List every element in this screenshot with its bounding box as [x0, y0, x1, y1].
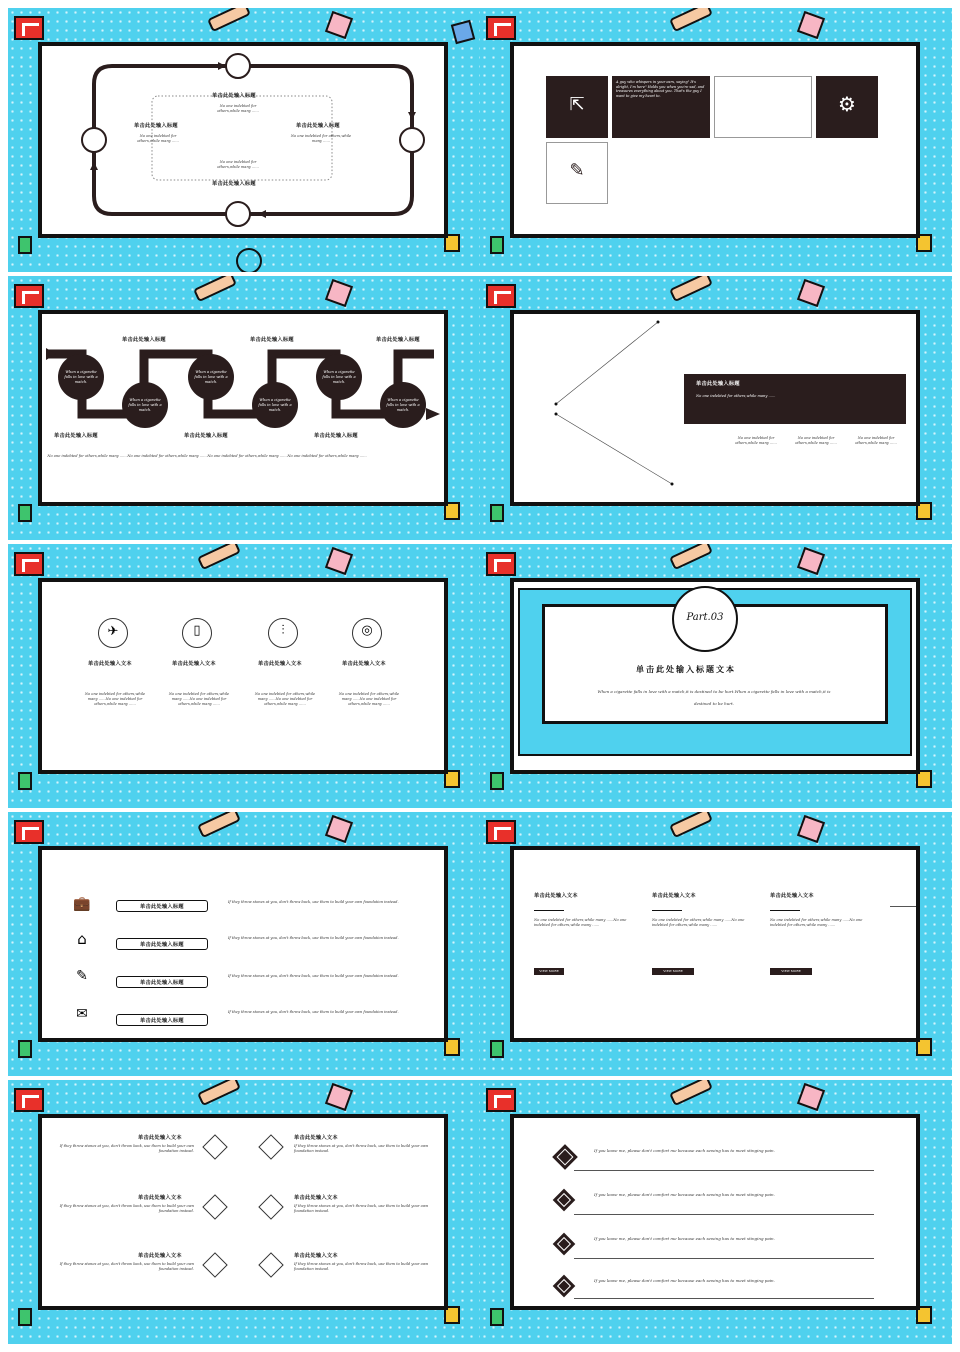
decor-bar — [197, 812, 241, 838]
circle-text: When a cigarette falls in love with a match. — [64, 370, 98, 384]
feature-title: 单击此处输入文本 — [342, 661, 386, 667]
slide-2 — [480, 8, 952, 272]
decor-bar — [669, 1080, 713, 1106]
red-five-logo — [486, 284, 516, 308]
pill-title: 单击此处输入标题 — [140, 904, 184, 910]
slide-4 — [480, 276, 952, 540]
diamond-marker — [202, 1194, 227, 1219]
pencil-icon: ✎ — [76, 968, 88, 984]
decor-cube-blue — [451, 20, 475, 44]
column-title: 单击此处输入文本 — [534, 893, 578, 899]
decor-cube — [797, 11, 825, 39]
view-more-label: VIEW MORE — [781, 969, 801, 973]
body-desc: No one indebted for others,while many ...... — [795, 436, 837, 445]
timeline-title: 单击此处输入标题 — [250, 337, 294, 343]
decor-bar — [197, 544, 241, 570]
item-desc: If they throw stones at you, don't throw back, use them to build your own foundation instead. — [228, 900, 399, 904]
decor-cube — [325, 11, 353, 39]
item-title: 单击此处输入文本 — [294, 1253, 338, 1259]
slide-frame — [510, 578, 920, 774]
body-desc: No one indebted for others,while many ...... — [735, 436, 777, 445]
decor-bar — [193, 276, 237, 302]
item-title: 单击此处输入文本 — [294, 1195, 338, 1201]
item-desc: If they throw stones at you, don't throw back, use them to build your own foundation instead. — [59, 1204, 194, 1213]
item-desc: If they throw stones at you, don't throw back, use them to build your own foundation instead. — [228, 974, 399, 978]
item-title: 单击此处输入文本 — [138, 1253, 182, 1259]
timeline-title: 单击此处输入标题 — [184, 433, 228, 439]
title-underline — [534, 910, 564, 911]
flow-title-right: 单击此处输入标题 — [296, 123, 340, 129]
list-line: If you leave me, please don't comfort me because each sewing has to meet stinging pain. — [594, 1278, 775, 1283]
edit-icon: ✎ — [569, 160, 585, 181]
timeline-title: 单击此处输入标题 — [54, 433, 98, 439]
decor-bar — [669, 276, 713, 302]
decor-bar — [669, 8, 713, 32]
timeline-desc: No one indebted for others,while many ...... — [207, 454, 287, 458]
decor-box — [18, 504, 32, 522]
item-desc: If they throw stones at you, don't throw back, use them to build your own foundation instead. — [294, 1144, 429, 1153]
diamond-marker — [258, 1252, 283, 1277]
diamond-marker — [202, 1252, 227, 1277]
paper-plane-icon: ✈ — [107, 624, 119, 639]
circle-text: When a cigarette falls in love with a match. — [128, 398, 162, 412]
item-title: 单击此处输入文本 — [294, 1135, 338, 1141]
column-title: 单击此处输入文本 — [770, 893, 814, 899]
slide-1 — [8, 8, 480, 272]
section-desc: When a cigarette falls in love with a match,it is destined to be hurt.When a cigarette falls in love with a match,it is destined to be hurt. — [597, 689, 831, 706]
share-icon: ⇱ — [569, 94, 585, 115]
slide-frame — [510, 42, 920, 238]
decor-box — [490, 772, 504, 790]
item-title: 单击此处输入文本 — [138, 1135, 182, 1141]
item-title: 单击此处输入文本 — [138, 1195, 182, 1201]
body-desc: No one indebted for others,while many ...... — [855, 436, 897, 445]
slide-10 — [480, 1080, 952, 1344]
list-line: If you leave me, please don't comfort me because each sewing has to meet stinging pain. — [594, 1148, 775, 1153]
circle-text: When a cigarette falls in love with a match. — [194, 370, 228, 384]
view-more-label: VIEW MORE — [539, 969, 559, 973]
decor-cube — [797, 279, 825, 307]
view-more-label: VIEW MORE — [663, 969, 683, 973]
slide-frame — [510, 310, 920, 506]
title-underline — [770, 910, 800, 911]
slide-frame — [510, 846, 920, 1042]
item-desc: If they throw stones at you, don't throw back, use them to build your own foundation instead. — [228, 1010, 399, 1014]
decor-bar — [669, 544, 713, 570]
banner-title: 单击此处输入标题 — [696, 381, 740, 387]
item-desc: If they throw stones at you, don't throw back, use them to build your own foundation instead. — [59, 1262, 194, 1271]
slide-frame — [38, 1114, 448, 1310]
flow-desc-bottom: No one indebted for others,while many ...... — [217, 160, 259, 169]
sliders-icon: ⫶ — [281, 623, 285, 638]
pill-title: 单击此处输入标题 — [140, 942, 184, 948]
decor-box — [490, 236, 504, 254]
timeline-desc: No one indebted for others,while many ...... — [287, 454, 367, 458]
feature-title: 单击此处输入文本 — [88, 661, 132, 667]
list-diamond — [552, 1144, 577, 1169]
flow-desc-left: No one indebted for others,while many ...... — [137, 134, 179, 143]
decor-box — [18, 772, 32, 790]
flow-title-left: 单击此处输入标题 — [134, 123, 178, 129]
title-underline — [652, 910, 682, 911]
gear-icon: ⚙ — [838, 92, 856, 116]
list-rule — [574, 1170, 874, 1171]
timeline-desc: No one indebted for others,while many ...... — [127, 454, 207, 458]
red-five-logo — [14, 284, 44, 308]
flow-desc-top: No one indebted for others,while many ...... — [217, 104, 259, 113]
feature-desc: No one indebted for others,while many ......No one indebted for others,while many ...... — [84, 692, 146, 706]
decor-bar — [207, 8, 251, 32]
decor-box — [490, 1040, 504, 1058]
pill-title: 单击此处输入标题 — [140, 980, 184, 986]
red-five-logo — [486, 820, 516, 844]
pill-title: 单击此处输入标题 — [140, 1018, 184, 1024]
slide-9 — [8, 1080, 480, 1344]
feature-title: 单击此处输入文本 — [172, 661, 216, 667]
item-desc: If they throw stones at you, don't throw back, use them to build your own foundation instead. — [294, 1204, 429, 1213]
decor-box — [490, 1308, 504, 1326]
list-line: If you leave me, please don't comfort me because each sewing has to meet stinging pain. — [594, 1236, 775, 1241]
slide-frame — [38, 310, 448, 506]
slide-3 — [8, 276, 480, 540]
briefcase-icon: 💼 — [73, 896, 91, 912]
list-diamond — [553, 1233, 576, 1256]
list-line: If you leave me, please don't comfort me because each sewing has to meet stinging pain. — [594, 1192, 775, 1197]
slide-8 — [480, 812, 952, 1076]
slide-5 — [8, 544, 480, 808]
red-five-logo — [14, 820, 44, 844]
phone-icon: ▯ — [193, 623, 201, 638]
part-label: Part.03 — [686, 612, 724, 623]
envelope-icon: ✉ — [76, 1006, 88, 1022]
home-icon: ⌂ — [77, 930, 87, 948]
decor-cube — [325, 815, 353, 843]
feature-title: 单击此处输入文本 — [258, 661, 302, 667]
circle-text: When a cigarette falls in love with a match. — [258, 398, 292, 412]
decor-cube — [325, 547, 353, 575]
column-desc: No one indebted for others,while many ......No one indebted for others,while many ...... — [770, 918, 863, 927]
decor-bar — [197, 1080, 241, 1106]
column-title: 单击此处输入文本 — [652, 893, 696, 899]
red-five-logo — [486, 16, 516, 40]
edge-line — [890, 906, 916, 907]
item-desc: If they throw stones at you, don't throw back, use them to build your own foundation instead. — [294, 1262, 429, 1271]
red-five-logo — [486, 552, 516, 576]
list-rule — [574, 1258, 874, 1259]
slide-frame — [510, 1114, 920, 1310]
list-rule — [574, 1214, 874, 1215]
slide-frame — [38, 578, 448, 774]
circle-text: When a cigarette falls in love with a match. — [386, 398, 420, 412]
feature-desc: No one indebted for others,while many ......No one indebted for others,while many ...... — [338, 692, 400, 706]
timeline-desc: No one indebted for others,while many ...... — [47, 454, 127, 458]
red-five-logo — [14, 1088, 44, 1112]
decor-cube — [797, 547, 825, 575]
list-diamond — [553, 1275, 576, 1298]
slide-frame — [38, 42, 448, 238]
column-desc: No one indebted for others,while many ......No one indebted for others,while many ...... — [652, 918, 745, 927]
red-five-logo — [486, 1088, 516, 1112]
column-desc: No one indebted for others,while many ......No one indebted for others,while many ...... — [534, 918, 627, 927]
decor-box — [18, 1040, 32, 1058]
diamond-marker — [202, 1134, 227, 1159]
diamond-marker — [258, 1194, 283, 1219]
decor-cube — [325, 1083, 353, 1111]
item-desc: If they throw stones at you, don't throw back, use them to build your own foundation instead. — [59, 1144, 194, 1153]
timeline-title: 单击此处输入标题 — [314, 433, 358, 439]
blank-tile — [714, 76, 812, 138]
decor-cube — [797, 1083, 825, 1111]
flow-desc-right: No one indebted for others,while many ...... — [290, 134, 352, 143]
diamond-marker — [258, 1134, 283, 1159]
decor-bar — [669, 812, 713, 838]
feature-desc: No one indebted for others,while many ......No one indebted for others,while many ...... — [254, 692, 316, 706]
decor-box — [18, 236, 32, 254]
flow-title-bottom: 单击此处输入标题 — [212, 181, 256, 187]
red-five-logo — [14, 552, 44, 576]
item-desc: If they throw stones at you, don't throw back, use them to build your own foundation instead. — [228, 936, 399, 940]
circle-text: When a cigarette falls in love with a match. — [322, 370, 356, 384]
decor-box — [490, 504, 504, 522]
list-rule — [574, 1298, 874, 1299]
timeline-title: 单击此处输入标题 — [376, 337, 420, 343]
decor-box — [18, 1308, 32, 1326]
banner-desc: No one indebted for others,while many ...... — [696, 394, 776, 398]
quote-text: A guy who whispers in your ears, saying" It's alright, I'm here" Holds you when you're sad, and treasures everything about you. That's the guy I want to give my heart to. — [616, 80, 705, 99]
decor-ring — [236, 248, 262, 272]
flow-title-top: 单击此处输入标题 — [212, 93, 256, 99]
decor-cube — [797, 815, 825, 843]
section-title: 单击此处输入标题文本 — [636, 665, 736, 674]
slide-6 — [480, 544, 952, 808]
disc-icon: ◎ — [361, 623, 373, 638]
decor-cube — [325, 279, 353, 307]
timeline-title: 单击此处输入标题 — [122, 337, 166, 343]
slide-7 — [8, 812, 480, 1076]
list-diamond — [553, 1189, 576, 1212]
feature-desc: No one indebted for others,while many ......No one indebted for others,while many ...... — [168, 692, 230, 706]
slide-frame — [38, 846, 448, 1042]
red-five-logo — [14, 16, 44, 40]
